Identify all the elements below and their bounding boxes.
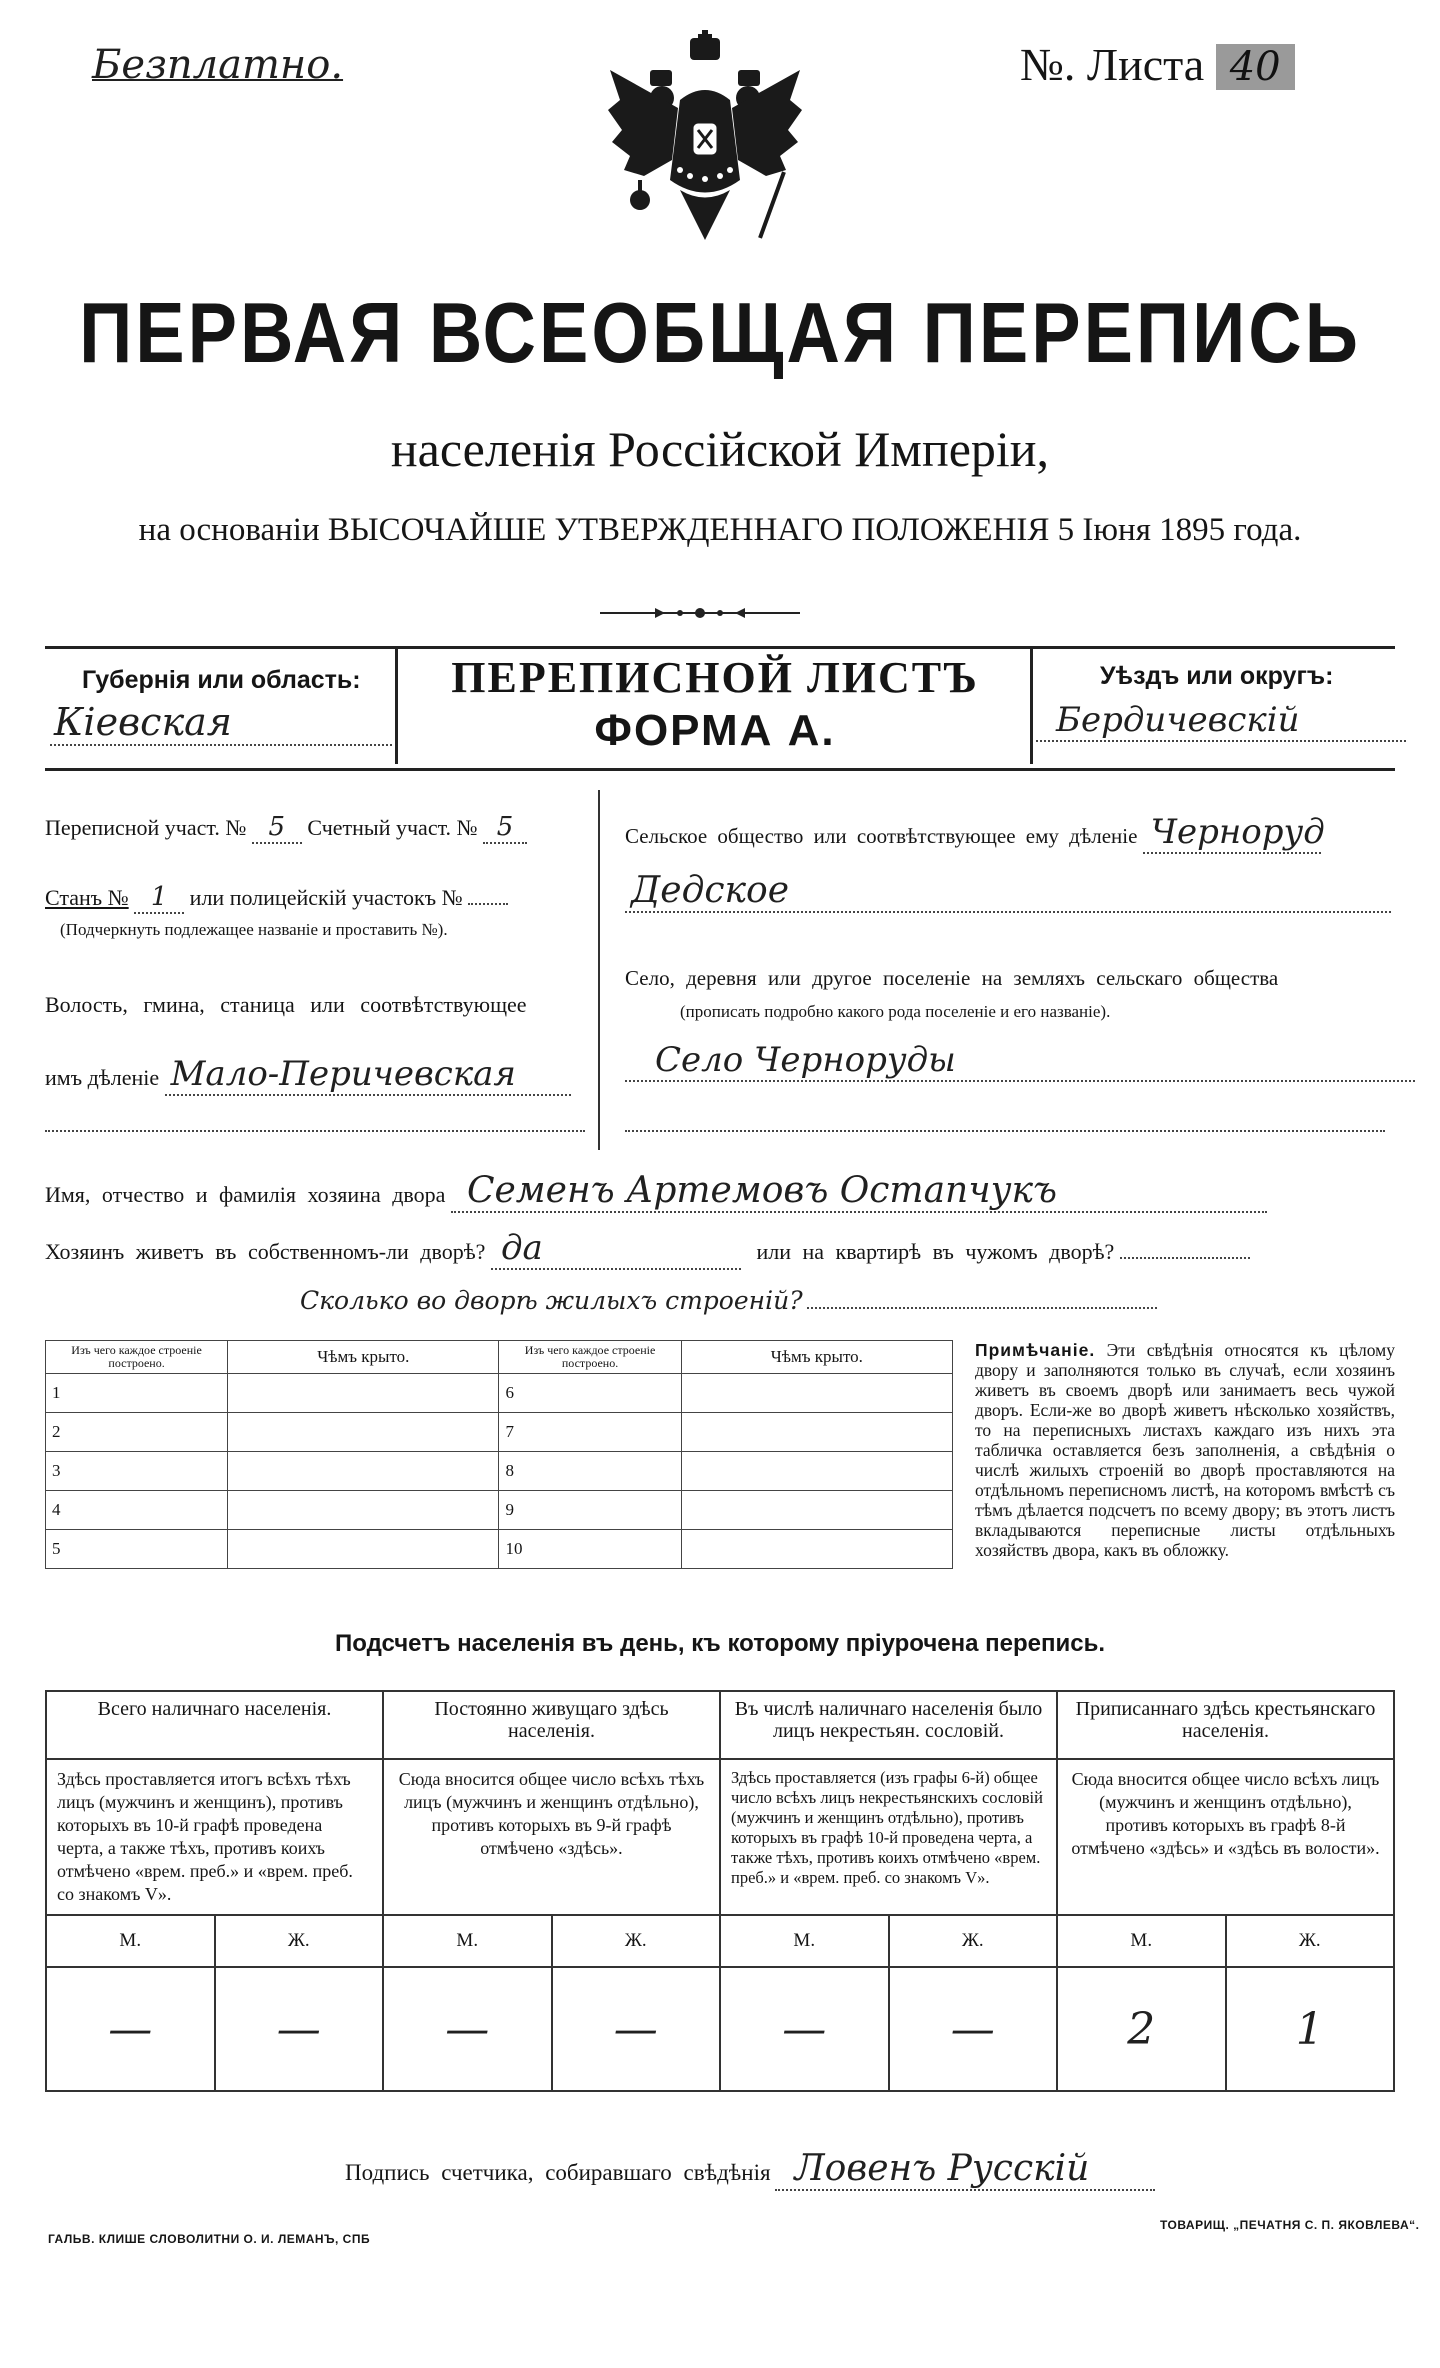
buildings-value [807, 1307, 1157, 1309]
rent-value [1120, 1257, 1250, 1259]
population-mf-row [46, 1915, 1394, 1967]
signature-line [345, 2148, 1245, 2191]
subtitle: населенія Россійской Имперіи, [390, 421, 1050, 477]
table-cell [681, 1413, 952, 1452]
pop-col-peasant-header: Приписаннаго здѣсь крестьянскаго населенія. [1057, 1691, 1394, 1759]
count-district-value: 5 [483, 812, 527, 844]
main-title: ПЕРВАЯ ВСЕОБЩАЯ ПЕРЕПИСЬ [79, 284, 1361, 381]
footer-left: ГАЛЬВ. КЛИШЕ СЛОВОЛИТНИ О. И. ЛЕМАНЪ, СПБ [48, 2232, 371, 2246]
table-cell [228, 1530, 499, 1569]
population-desc-row [46, 1759, 1394, 1915]
pop-permanent-m-value: — [383, 1967, 552, 2091]
row-number: 7 [499, 1413, 681, 1452]
pop-nonpeasant-m-label: М. [720, 1915, 889, 1967]
note-title: Примѣчаніе. [975, 1340, 1096, 1360]
table-row [46, 1491, 953, 1530]
region-frame-bottom [45, 768, 1395, 771]
pop-total-m-value: — [46, 1967, 215, 2091]
col-roof-left: Чѣмъ крыто. [228, 1341, 499, 1374]
volost-label-2: имъ дѣленіе [45, 1065, 160, 1090]
gubernia-label: Губернія или область: [82, 666, 361, 694]
form-subtitle: ФОРМА А. [594, 706, 836, 755]
pop-peasant-m-label: М. [1057, 1915, 1226, 1967]
table-cell [228, 1413, 499, 1452]
table-cell [681, 1374, 952, 1413]
rent-label: или на квартирѣ въ чужомъ дворѣ? [756, 1239, 1115, 1264]
stan-value: 1 [134, 882, 184, 914]
pop-permanent-f-value: — [552, 1967, 721, 2091]
sheet-number [1020, 38, 1295, 91]
table-cell [681, 1530, 952, 1569]
own-yard-line [45, 1228, 1395, 1270]
note-block [975, 1340, 1395, 1560]
volost-value: Мало-Перичевская [165, 1054, 571, 1096]
census-district-value: 5 [252, 812, 302, 844]
police-label: или полицейскій участокъ № [189, 885, 463, 910]
owner-name-value: Семенъ Артемовъ Остапчукъ [451, 1170, 1267, 1213]
buildings-line [300, 1286, 1120, 1315]
buildings-question: Сколько во дворѣ жилыхъ строеній? [300, 1286, 803, 1315]
pop-total-m-label: М. [46, 1915, 215, 1967]
own-yard-label: Хозяинъ живетъ въ собственномъ-ли дворѣ? [45, 1239, 486, 1264]
pop-col-nonpeasant-header: Въ числѣ наличнаго населенія было лицъ некрестьян. сословій. [720, 1691, 1057, 1759]
table-row [46, 1530, 953, 1569]
own-yard-value: да [491, 1228, 741, 1270]
table-cell [681, 1452, 952, 1491]
pop-nonpeasant-f-label: Ж. [889, 1915, 1058, 1967]
sheet-number-value: 40 [1216, 44, 1295, 90]
pop-peasant-f-value: 1 [1226, 1967, 1395, 2091]
pop-nonpeasant-m-value: — [720, 1967, 889, 2091]
count-district-label: Счетный участ. № [307, 815, 478, 840]
region-divider-left [395, 646, 398, 764]
eagle-icon [600, 30, 810, 270]
signature-label: Подпись счетчика, собиравшаго свѣдѣнія [345, 2160, 771, 2185]
census-district-label: Переписной участ. № [45, 815, 247, 840]
gubernia-value: Кіевская [50, 700, 392, 746]
table-cell [228, 1491, 499, 1530]
buildings-table-header [46, 1341, 953, 1374]
underline-note: (Подчеркнуть подлежащее названіе и проставить №). [60, 920, 448, 939]
sheet-number-label: №. Листа [1020, 39, 1205, 90]
volost-line [45, 1054, 585, 1096]
pop-peasant-f-label: Ж. [1226, 1915, 1395, 1967]
uezd-value: Бердичевскій [1036, 700, 1406, 742]
pop-total-f-value: — [215, 1967, 384, 2091]
table-row [46, 1413, 953, 1452]
pop-col-permanent-header: Постоянно живущаго здѣсь населенія. [383, 1691, 720, 1759]
ornament-divider [600, 606, 800, 620]
village-note: (прописать подробно какого рода поселеніе и его названіе). [680, 1002, 1111, 1021]
row-number: 9 [499, 1491, 681, 1530]
row-number: 5 [46, 1530, 228, 1569]
population-header-row [46, 1691, 1394, 1759]
owner-name-label: Имя, отчество и фамилія хозяина двора [45, 1182, 446, 1207]
row-number: 1 [46, 1374, 228, 1413]
society-value-2: Дедское [625, 870, 1391, 913]
population-table [45, 1690, 1395, 2092]
pop-nonpeasant-f-value: — [889, 1967, 1058, 2091]
col-material-right: Изъ чего каждое строеніе построено. [499, 1341, 681, 1374]
society-value-1: Черноруд [1143, 812, 1321, 854]
pop-total-f-label: Ж. [215, 1915, 384, 1967]
table-row [46, 1452, 953, 1491]
table-cell [228, 1374, 499, 1413]
row-number: 4 [46, 1491, 228, 1530]
pop-col-peasant-desc: Сюда вносится общее число всѣхъ лицъ (мужчинъ и женщинъ отдѣльно), противъ которыхъ въ графѣ 8-й отмѣчено «здѣсь» и «здѣсь въ волости». [1057, 1759, 1394, 1915]
table-row [46, 1374, 953, 1413]
volost-label: Волость, гмина, станица или соотвѣтствующее [45, 992, 527, 1017]
pop-permanent-f-label: Ж. [552, 1915, 721, 1967]
police-value [468, 903, 508, 905]
free-label: Безплатно. [92, 42, 344, 88]
row-number: 6 [499, 1374, 681, 1413]
village-extra-line [625, 1128, 1385, 1132]
population-heading: Подсчетъ населенія въ день, къ которому пріурочена перепись. [335, 1630, 1105, 1657]
population-values-row [46, 1967, 1394, 2091]
table-cell [681, 1491, 952, 1530]
pop-permanent-m-label: М. [383, 1915, 552, 1967]
pop-peasant-m-value: 2 [1057, 1967, 1226, 2091]
table-cell [228, 1452, 499, 1491]
stan-label: Станъ № [45, 885, 129, 910]
buildings-table [45, 1340, 953, 1569]
region-divider-right [1030, 646, 1033, 764]
pop-col-total-header: Всего наличнаго населенія. [46, 1691, 383, 1759]
middle-divider [598, 790, 600, 1150]
pop-col-nonpeasant-desc: Здѣсь проставляется (изъ графы 6-й) общее число всѣхъ лицъ некрестьянскихъ сословій (мужчинъ и женщинъ отдѣльно), противъ которыхъ въ графѣ 10-й проведена черта, а также тѣхъ, противъ коихъ отмѣчено «врем. преб.» и «врем. преб. со знакомъ V». [720, 1759, 1057, 1915]
district-line [45, 812, 585, 844]
uezd-label: Уѣздъ или округъ: [1100, 662, 1334, 690]
imperial-eagle-emblem [600, 30, 810, 270]
footer-right: ТОВАРИЩ. „ПЕЧАТНЯ С. П. ЯКОВЛЕВА“. [1160, 2218, 1420, 2232]
col-roof-right: Чѣмъ крыто. [681, 1341, 952, 1374]
volost-extra-line [45, 1128, 585, 1132]
row-number: 3 [46, 1452, 228, 1491]
village-value: Село Черноруды [625, 1040, 1415, 1082]
region-frame-top [45, 646, 1395, 649]
col-material-left: Изъ чего каждое строеніе построено. [46, 1341, 228, 1374]
society-line [625, 812, 1395, 854]
society-label: Сельское общество или соотвѣтствующее ему дѣленіе [625, 824, 1138, 848]
row-number: 8 [499, 1452, 681, 1491]
stan-line [45, 882, 585, 914]
pop-col-permanent-desc: Сюда вносится общее число всѣхъ тѣхъ лицъ (мужчинъ и женщинъ отдѣльно), противъ которыхъ въ 9-й графѣ отмѣчено «здѣсь». [383, 1759, 720, 1915]
pop-col-total-desc: Здѣсь проставляется итогъ всѣхъ тѣхъ лицъ (мужчинъ и женщинъ), противъ которыхъ въ 10-й графѣ проведена черта, а также тѣхъ, противъ коихъ отмѣчено «врем. преб.» и «врем. преб. со знакомъ V». [46, 1759, 383, 1915]
row-number: 2 [46, 1413, 228, 1452]
owner-name-line [45, 1170, 1395, 1213]
form-title: ПЕРЕПИСНОЙ ЛИСТЪ [451, 653, 979, 702]
row-number: 10 [499, 1530, 681, 1569]
basis-line: на основаніи ВЫСОЧАЙШЕ УТВЕРЖДЕННАГО ПОЛОЖЕНІЯ 5 Іюня 1895 года. [138, 512, 1302, 548]
signature-value: Ловенъ Русскій [775, 2148, 1155, 2191]
village-label: Село, деревня или другое поселеніе на земляхъ сельскаго общества [625, 966, 1279, 990]
note-text: Эти свѣдѣнія относятся къ цѣлому двору и заполняются только въ случаѣ, если хозяинъ живетъ въ своемъ дворѣ или занимаетъ весь чужой дворъ. Если-же во дворѣ живетъ нѣсколько хозяйствъ, то на переписныхъ листахъ каждаго изъ нихъ эта табличка оставляется безъ заполненія, а свѣдѣнія о числѣ жилыхъ строеній во дворѣ проставляются на отдѣльномъ переписномъ листѣ, на которомъ вмѣстѣ съ тѣмъ дѣлается подсчетъ по всему двору; въ этотъ листъ вкладываются переписные листы отдѣльныхъ хозяйствъ двора, какъ въ обложку. [975, 1340, 1395, 1560]
